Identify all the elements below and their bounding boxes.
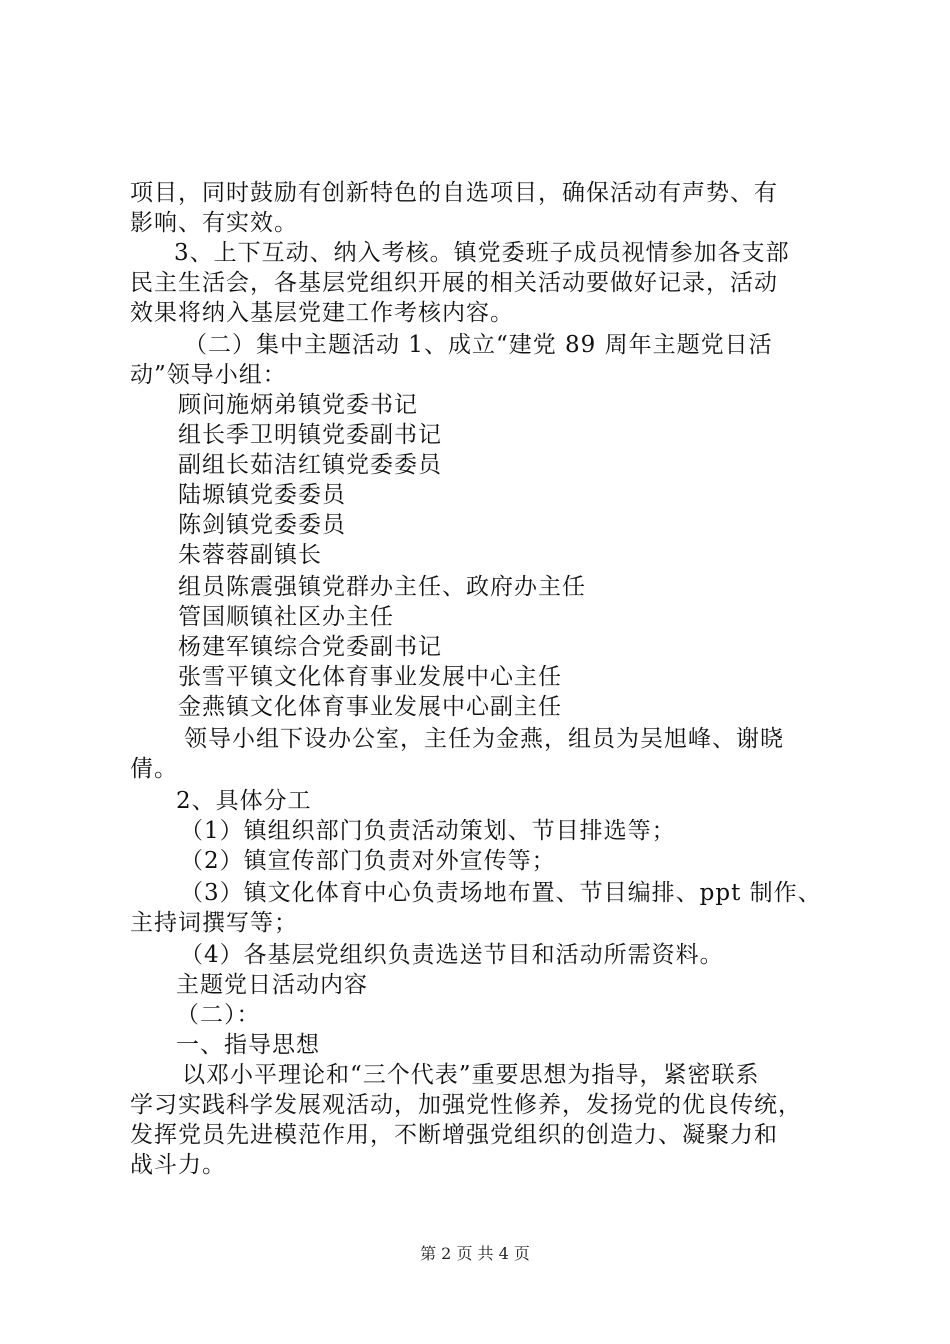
text-line: 陆塬镇党委委员 (178, 482, 346, 508)
text-line: 效果将纳入基层党建工作考核内容。 (130, 300, 514, 326)
text-line: 3、上下互动、纳入考核。镇党委班子成员视情参加各支部 (174, 240, 790, 266)
text-line: 一、指导思想 (176, 1032, 320, 1058)
text-line: 陈剑镇党委委员 (178, 512, 346, 538)
text-line: 杨建军镇综合党委副书记 (178, 634, 442, 660)
text-line: 张雪平镇文化体育事业发展中心主任 (178, 664, 562, 690)
text-line: 2、具体分工 (176, 788, 312, 814)
text-line: 组员陈震强镇党群办主任、政府办主任 (178, 574, 586, 600)
text-line: 民主生活会，各基层党组织开展的相关活动要做好记录，活动 (130, 270, 778, 296)
text-line: 管国顺镇社区办主任 (178, 604, 394, 630)
text-line: （二）集中主题活动 1、成立“建党 89 周年主题党日活 (184, 332, 773, 358)
text-line: 朱蓉蓉副镇长 (178, 542, 322, 568)
text-line: 学习实践科学发展观活动，加强党性修养，发扬党的优良传统， (130, 1092, 802, 1118)
text-line: 以邓小平理论和“三个代表”重要思想为指导，紧密联系 (182, 1062, 760, 1088)
text-line: 影响、有实效。 (130, 210, 298, 236)
text-line: 金燕镇文化体育事业发展中心副主任 (178, 694, 562, 720)
text-line: （1）镇组织部门负责活动策划、节目排选等； (180, 818, 676, 844)
text-line: （二）： (176, 1002, 261, 1028)
text-line: 组长季卫明镇党委副书记 (178, 422, 442, 448)
text-line: 主题党日活动内容 (176, 972, 368, 998)
text-line: 战斗力。 (130, 1152, 226, 1178)
text-line: 倩。 (130, 756, 178, 782)
text-line: 领导小组下设办公室，主任为金燕，组员为吴旭峰、谢晓 (184, 726, 784, 752)
text-line: 发挥党员先进模范作用，不断增强党组织的创造力、凝聚力和 (130, 1122, 778, 1148)
text-line: （4）各基层党组织负责选送节目和活动所需资料。 (180, 942, 724, 968)
text-line: （2）镇宣传部门负责对外宣传等； (180, 848, 556, 874)
text-line: 动”领导小组： (130, 362, 287, 388)
text-line: 顾问施炳弟镇党委书记 (178, 392, 418, 418)
text-line: （3）镇文化体育中心负责场地布置、节目编排、ppt 制作、 (180, 880, 822, 906)
text-line: 项目，同时鼓励有创新特色的自选项目，确保活动有声势、有 (130, 180, 778, 206)
text-line: 主持词撰写等； (130, 910, 298, 936)
page-footer: 第 2 页 共 4 页 (420, 1244, 530, 1263)
text-line: 副组长茹洁红镇党委委员 (178, 452, 442, 478)
